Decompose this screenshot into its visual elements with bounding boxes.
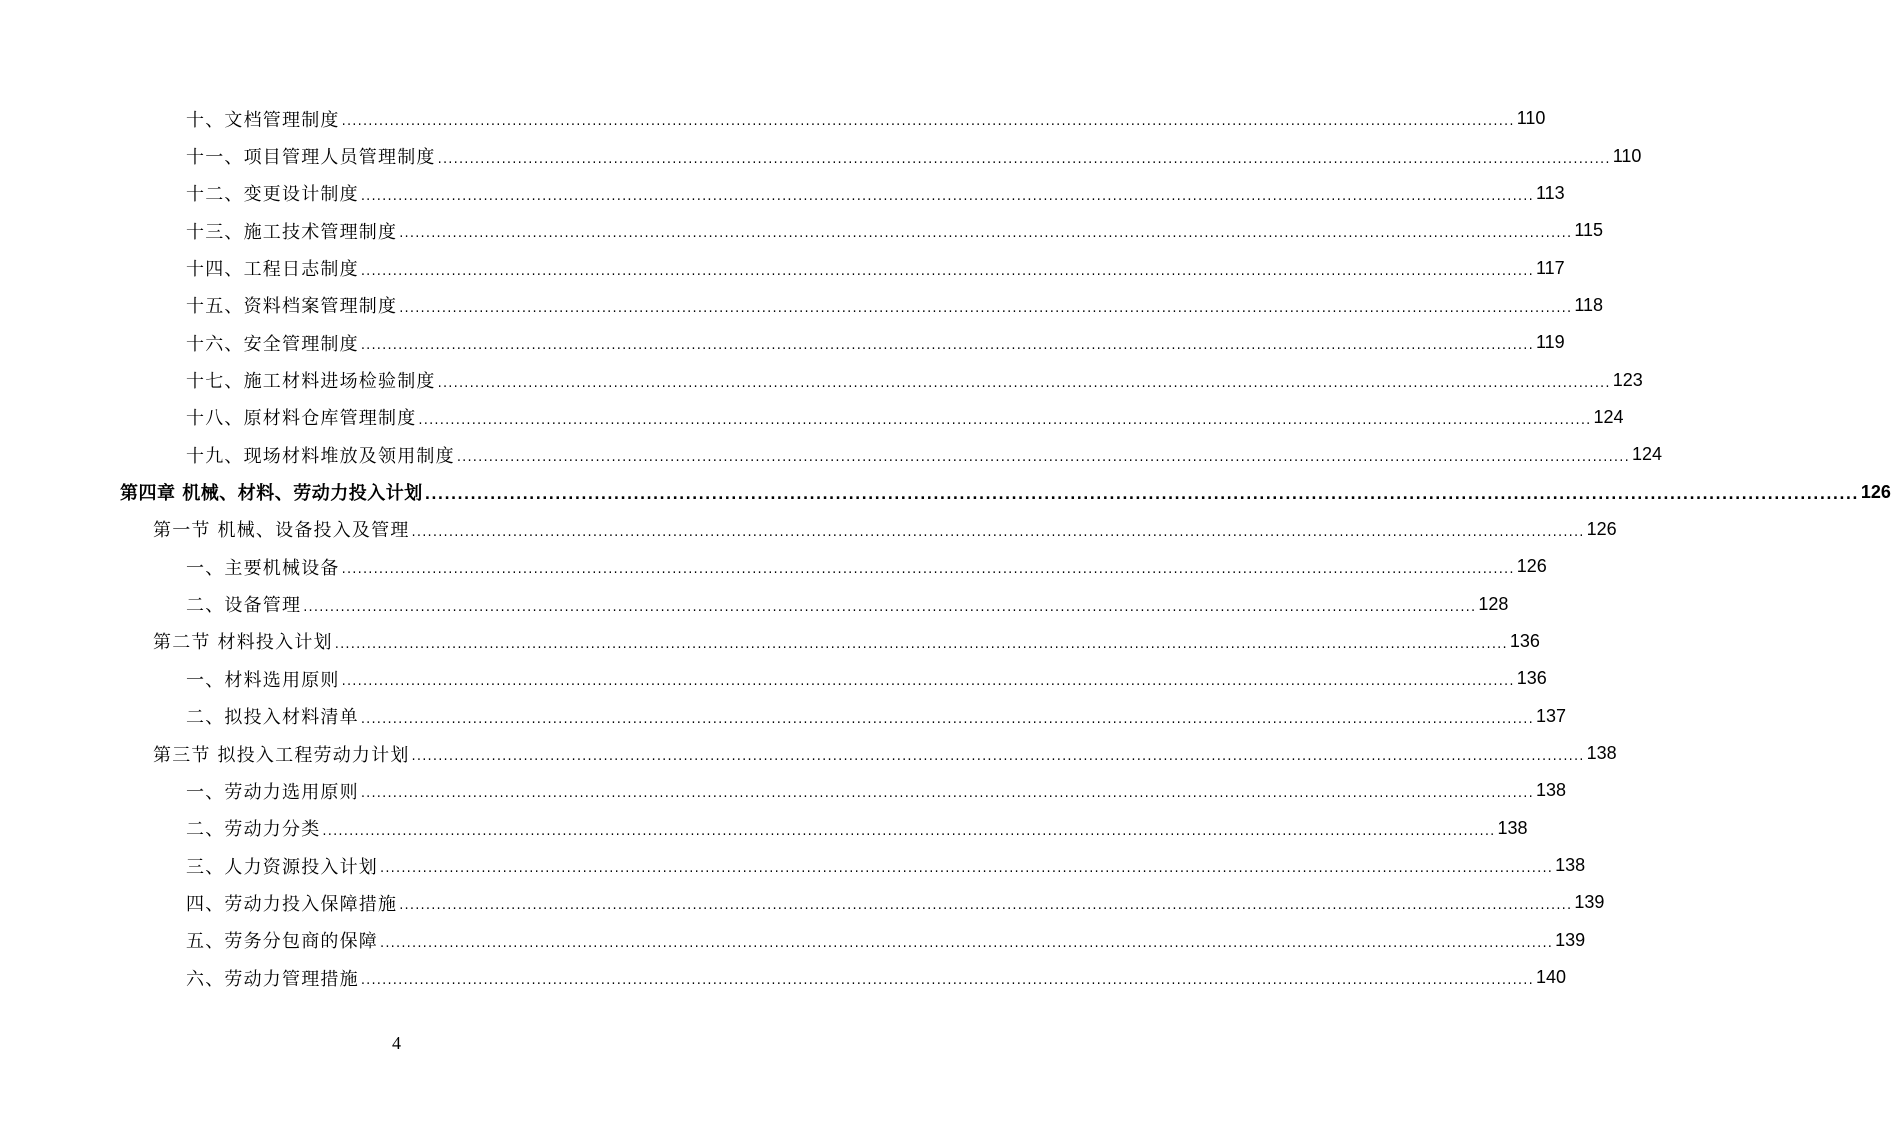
toc-subsection-entry[interactable]	[0, 810, 1528, 847]
toc-subsection-entry[interactable]	[0, 324, 1565, 361]
toc-dot-leader: ............................................................................................................................................................................................................................	[303, 599, 1477, 615]
toc-section-entry[interactable]	[0, 735, 1617, 772]
toc-entry-title: 一、材料选用原则	[186, 669, 340, 691]
toc-dot-leader: ............................................................................................................................................................................................................................	[399, 300, 1573, 316]
toc-dot-leader: ............................................................................................................................................................................................................................	[456, 450, 1630, 466]
toc-entry-title: 一、劳动力选用原则	[186, 781, 359, 803]
toc-entry-page: 123	[1612, 369, 1643, 390]
toc-entry-page: 128	[1478, 593, 1509, 614]
toc-dot-leader: ............................................................................................................................................................................................................................	[399, 226, 1573, 242]
toc-entry-page: 138	[1555, 855, 1586, 876]
toc-subsection-entry[interactable]	[0, 287, 1604, 324]
table-of-contents	[0, 100, 1891, 996]
toc-subsection-entry[interactable]	[0, 922, 1586, 959]
toc-entry-page: 136	[1509, 630, 1540, 651]
toc-dot-leader: ............................................................................................................................................................................................................................	[360, 188, 1534, 204]
toc-entry-title: 第二节 材料投入计划	[153, 632, 333, 654]
toc-entry-page: 126	[1516, 556, 1547, 577]
toc-entry-title: 第一节 机械、设备投入及管理	[153, 520, 410, 542]
toc-entry-page: 140	[1535, 967, 1566, 988]
toc-subsection-entry[interactable]	[0, 772, 1566, 809]
toc-entry-title: 三、人力资源投入计划	[186, 856, 378, 878]
toc-dot-leader: ............................................................................................................................................................................................................................	[334, 636, 1508, 652]
toc-entry-title: 十一、项目管理人员管理制度	[186, 147, 436, 169]
toc-subsection-entry[interactable]	[0, 249, 1565, 286]
toc-entry-title: 十九、现场材料堆放及领用制度	[186, 445, 455, 467]
toc-entry-title: 十六、安全管理制度	[186, 333, 359, 355]
toc-chapter-entry[interactable]	[0, 473, 1891, 510]
toc-entry-page: 136	[1516, 668, 1547, 689]
toc-entry-title: 五、劳务分包商的保障	[186, 931, 378, 953]
toc-subsection-entry[interactable]	[0, 847, 1586, 884]
page-number: 4	[392, 1033, 401, 1053]
toc-entry-page: 115	[1574, 220, 1604, 241]
toc-entry-page: 110	[1516, 108, 1546, 129]
toc-entry-page: 124	[1631, 444, 1662, 465]
toc-dot-leader: ............................................................................................................................................................................................................................	[380, 935, 1554, 951]
toc-subsection-entry[interactable]	[0, 100, 1546, 137]
toc-entry-title: 一、主要机械设备	[186, 557, 340, 579]
toc-entry-title: 六、劳动力管理措施	[186, 968, 359, 990]
toc-entry-page: 119	[1535, 332, 1565, 353]
toc-dot-leader: ............................................................................................................................................................................................................................	[418, 412, 1592, 428]
toc-subsection-entry[interactable]	[0, 884, 1605, 921]
toc-entry-title: 四、劳动力投入保障措施	[186, 893, 398, 915]
toc-entry-title: 十五、资料档案管理制度	[186, 296, 398, 318]
toc-entry-page: 113	[1535, 182, 1565, 203]
toc-subsection-entry[interactable]	[0, 436, 1662, 473]
toc-entry-page: 110	[1612, 145, 1642, 166]
toc-subsection-entry[interactable]	[0, 137, 1642, 174]
toc-dot-leader: ............................................................................................................................................................................................................................	[322, 823, 1496, 839]
toc-subsection-entry[interactable]	[0, 175, 1565, 212]
toc-entry-page: 138	[1497, 817, 1528, 838]
toc-dot-leader: ............................................................................................................................................................................................................................	[360, 263, 1534, 279]
toc-subsection-entry[interactable]	[0, 548, 1547, 585]
toc-entry-title: 二、设备管理	[186, 595, 302, 617]
toc-dot-leader: ............................................................................................................................................................................................................................	[424, 487, 1859, 504]
toc-dot-leader: ............................................................................................................................................................................................................................	[341, 562, 1515, 578]
toc-entry-title: 二、拟投入材料清单	[186, 707, 359, 729]
toc-entry-title: 十八、原材料仓库管理制度	[186, 408, 417, 430]
toc-dot-leader: ............................................................................................................................................................................................................................	[360, 786, 1534, 802]
toc-dot-leader: ............................................................................................................................................................................................................................	[437, 375, 1611, 391]
toc-entry-page: 138	[1535, 780, 1566, 801]
toc-dot-leader: ............................................................................................................................................................................................................................	[399, 898, 1573, 914]
toc-section-entry[interactable]	[0, 511, 1617, 548]
toc-dot-leader: ............................................................................................................................................................................................................................	[437, 151, 1611, 167]
toc-entry-page: 126	[1586, 518, 1617, 539]
toc-entry-title: 十二、变更设计制度	[186, 184, 359, 206]
toc-subsection-entry[interactable]	[0, 212, 1604, 249]
toc-entry-title: 十四、工程日志制度	[186, 259, 359, 281]
toc-entry-page: 117	[1535, 257, 1565, 278]
toc-subsection-entry[interactable]	[0, 698, 1566, 735]
toc-entry-page: 138	[1586, 743, 1617, 764]
toc-subsection-entry[interactable]	[0, 399, 1624, 436]
toc-dot-leader: ............................................................................................................................................................................................................................	[341, 674, 1515, 690]
toc-dot-leader: ............................................................................................................................................................................................................................	[341, 114, 1515, 130]
toc-entry-title: 第三节 拟投入工程劳动力计划	[153, 744, 410, 766]
toc-dot-leader: ............................................................................................................................................................................................................................	[360, 338, 1534, 354]
toc-subsection-entry[interactable]	[0, 585, 1509, 622]
toc-entry-page: 139	[1555, 929, 1586, 950]
toc-entry-page: 124	[1593, 406, 1624, 427]
toc-entry-page: 126	[1860, 481, 1891, 502]
toc-subsection-entry[interactable]	[0, 959, 1566, 996]
toc-dot-leader: ............................................................................................................................................................................................................................	[380, 861, 1554, 877]
toc-dot-leader: ............................................................................................................................................................................................................................	[360, 711, 1534, 727]
toc-entry-page: 139	[1574, 892, 1605, 913]
toc-subsection-entry[interactable]	[0, 660, 1547, 697]
toc-entry-title: 十七、施工材料进场检验制度	[186, 371, 436, 393]
toc-entry-title: 第四章 机械、材料、劳动力投入计划	[120, 483, 423, 505]
toc-entry-title: 二、劳动力分类	[186, 819, 321, 841]
toc-section-entry[interactable]	[0, 623, 1540, 660]
toc-entry-title: 十三、施工技术管理制度	[186, 221, 398, 243]
toc-subsection-entry[interactable]	[0, 361, 1643, 398]
toc-dot-leader: ............................................................................................................................................................................................................................	[411, 524, 1585, 540]
toc-entry-page: 118	[1574, 294, 1604, 315]
toc-entry-title: 十、文档管理制度	[186, 109, 340, 131]
toc-dot-leader: ............................................................................................................................................................................................................................	[360, 973, 1534, 989]
toc-entry-page: 137	[1535, 705, 1566, 726]
toc-dot-leader: ............................................................................................................................................................................................................................	[411, 749, 1585, 765]
